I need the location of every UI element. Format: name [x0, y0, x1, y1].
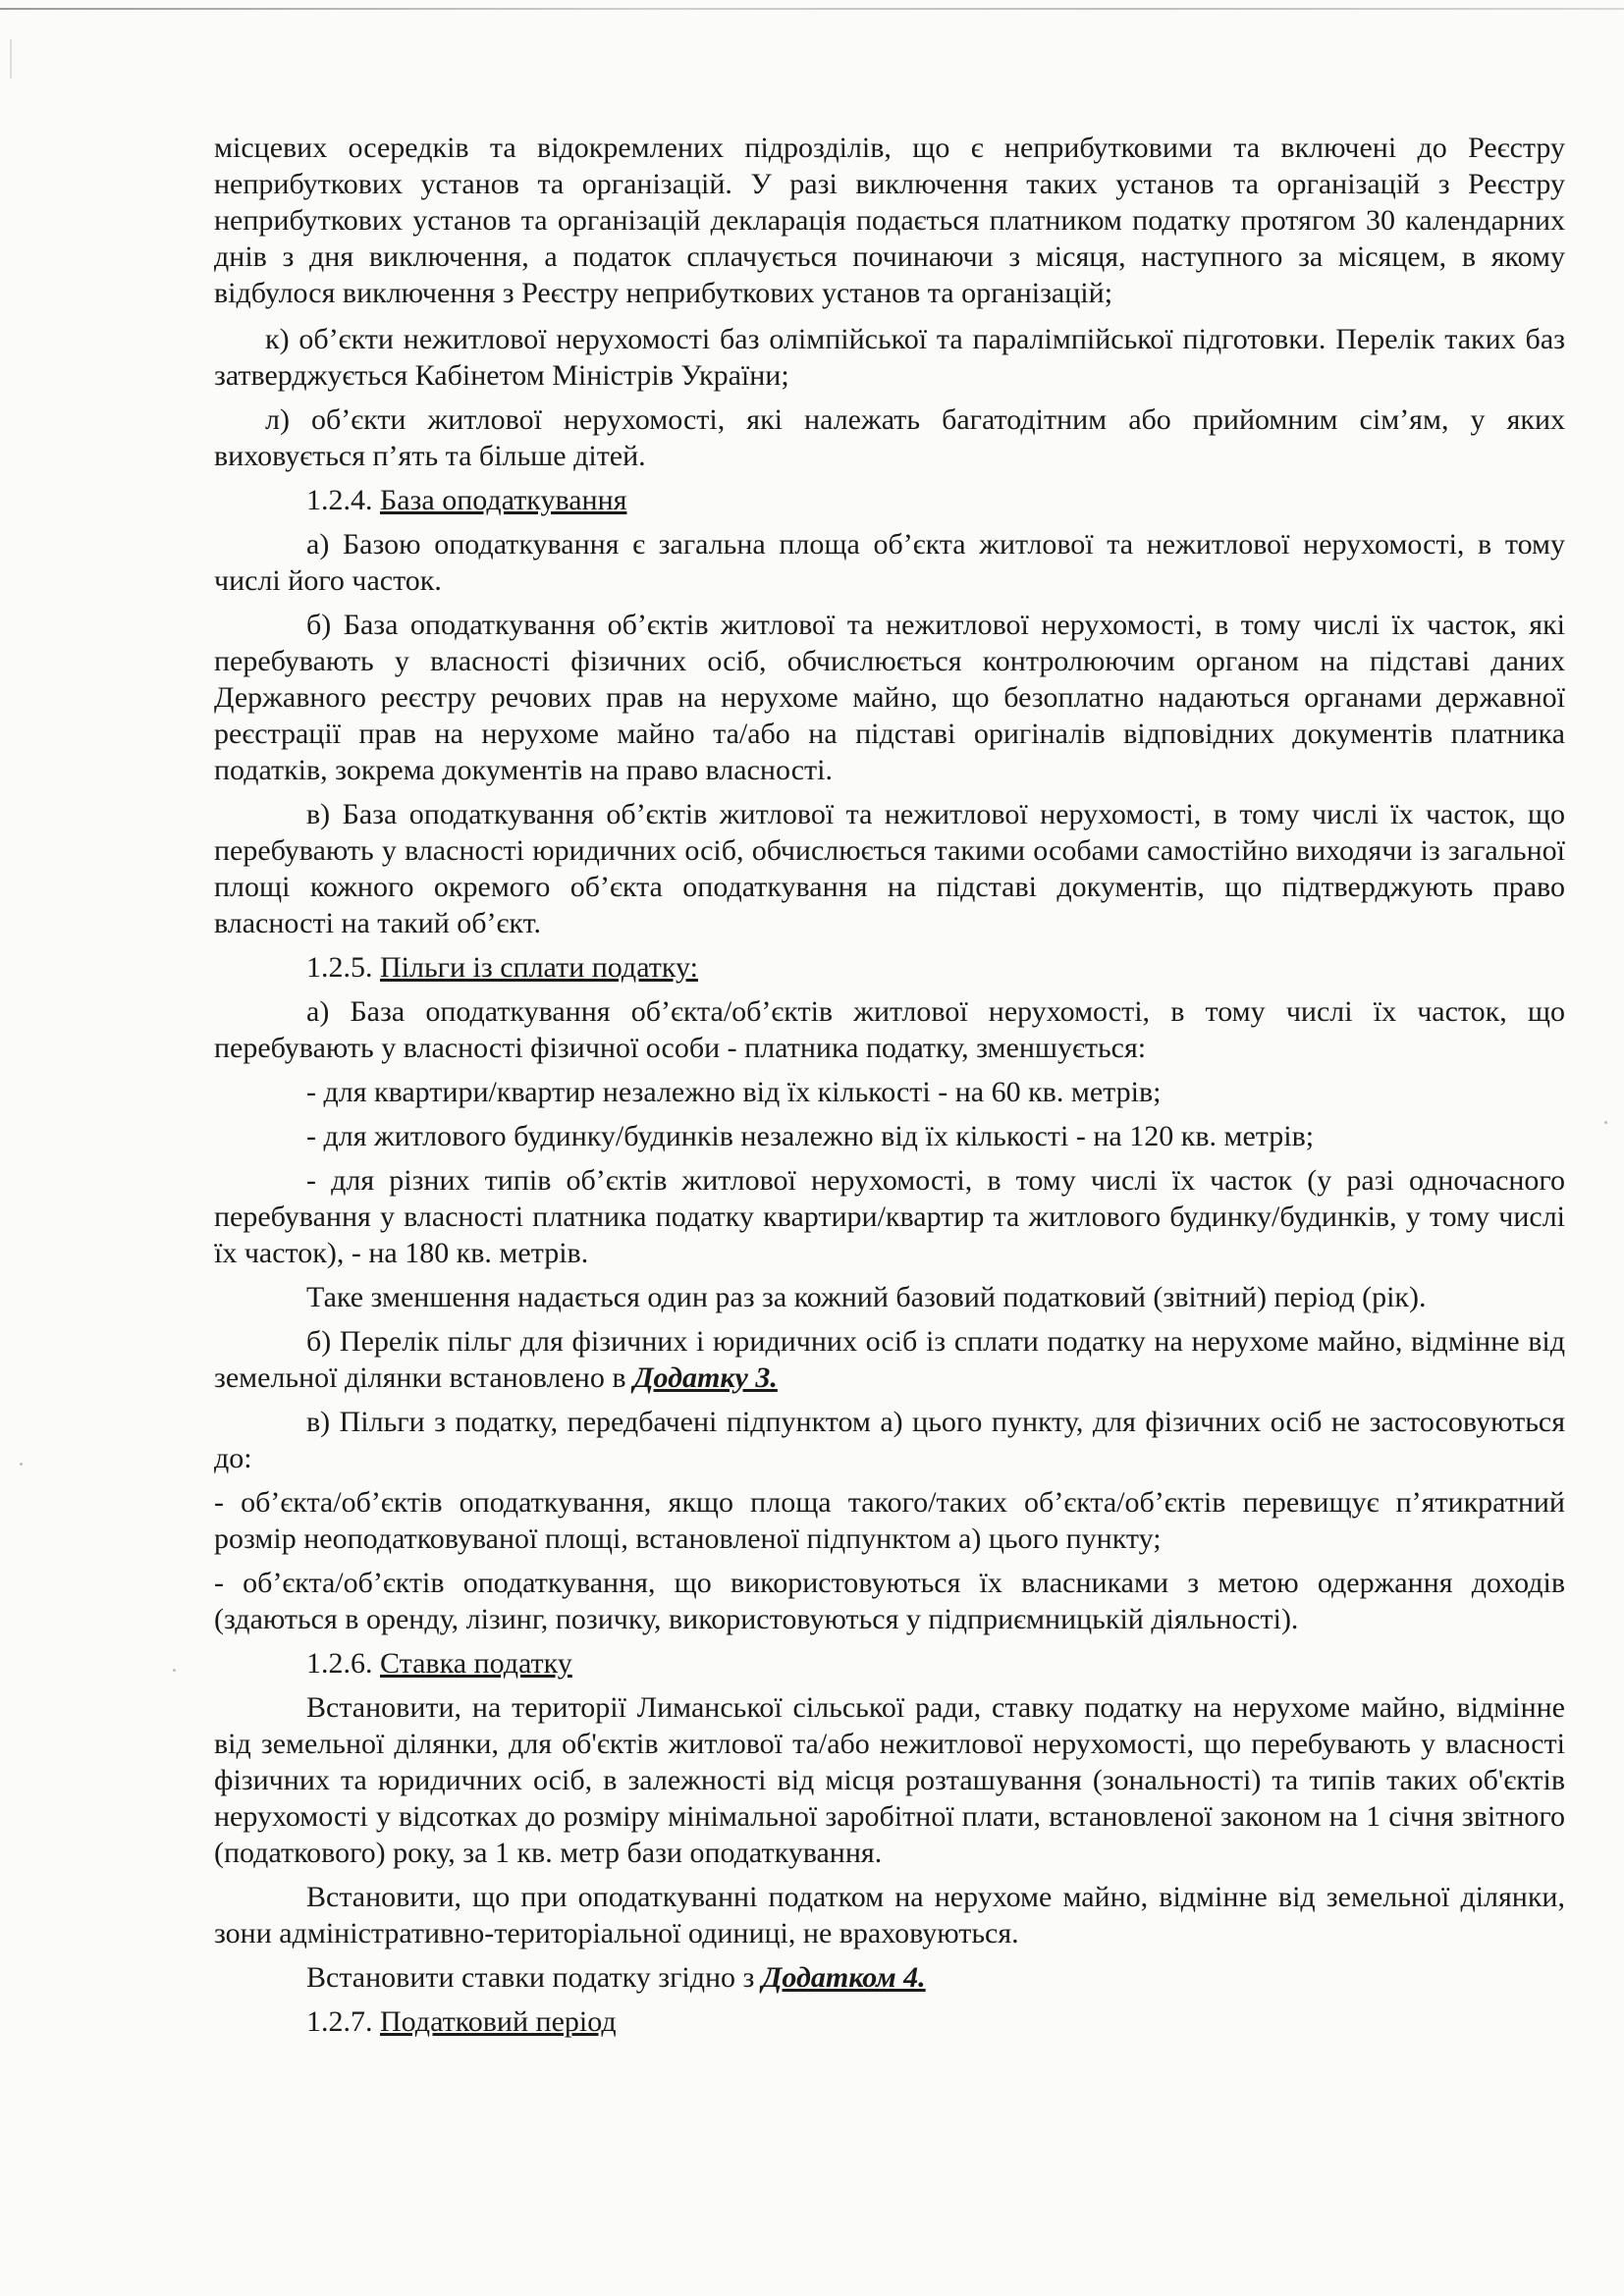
section-heading-1-2-5 [214, 949, 1565, 986]
paragraph-item-l: л) об’єкти житлової нерухомості, які належать багатодітним або прийомним сім’ям, у яких виховується п’ять та більше дітей. [214, 403, 1565, 472]
section-title: База оподаткування [380, 484, 627, 516]
paragraph-base-b: б) База оподаткування об’єктів житлової та нежитлової нерухомості, в тому числі їх часток, які перебувають у власності фізичних осіб, обчислюється контролюючим органом на підставі даних Державного реєстру речових прав на нерухоме майно, що безоплатно надаються органами державної реєстрації прав на нерухоме майно та/або на підставі оригіналів відповідних документів платника податків, зокрема документів на право власності. [214, 609, 1565, 786]
paragraph-benefit-v: в) Пільги з податку, передбачені підпунктом а) цього пункту, для фізичних осіб не застосовуються до: [214, 1406, 1565, 1474]
paragraph-benefit-mixed: - для різних типів об’єктів житлової нерухомості, в тому числі їх часток (у разі одночасного перебування у власності платника податку квартири/квартир та житлового будинку/будинків, у тому числі їх часток), - на 180 кв. метрів. [214, 1164, 1565, 1269]
section-number: 1.2.6. [306, 1647, 373, 1680]
scan-speck [173, 1669, 176, 1672]
scan-speck [20, 1463, 23, 1466]
appendix-3-reference[interactable]: Додатку 3. [633, 1362, 778, 1394]
paragraph-continuation: місцевих осередків та відокремлених підрозділів, що є неприбутковими та включені до Реєстру неприбуткових установ та організацій. У разі виключення таких установ та організацій з Реєстру неприбуткових установ та організацій декларація подається платником податку протягом 30 календарних днів з дня виключення, а податок сплачується починаючи з місяця, наступного за місяцем, в якому відбулося виключення з Реєстру неприбуткових установ та організацій; [214, 132, 1565, 309]
appendix-4-reference[interactable]: Додатком 4. [761, 1961, 926, 1994]
paragraph-exclusion-income: - об’єкта/об’єктів оподаткування, що використовуються їх власниками з метою одержання доходів (здаються в оренду, лізинг, позичку, використовуються у підприємницькій діяльності). [214, 1567, 1565, 1635]
paragraph-text: б) Перелік пільг для фізичних і юридичних осіб із сплати податку на нерухоме майно, відмінне від земельної ділянки встановлено в [214, 1325, 1565, 1394]
section-heading-1-2-7 [214, 2003, 1565, 2040]
paragraph-item-k: к) об’єкти нежитлової нерухомості баз олімпійської та паралімпійської підготовки. Перелік таких баз затверджується Кабінетом Міністрів України; [214, 323, 1565, 392]
paragraph-text: Встановити ставки податку згідно з [306, 1961, 755, 1994]
paragraph-base-v: в) База оподаткування об’єктів житлової та нежитлової нерухомості, в тому числі їх часток, що перебувають у власності юридичних осіб, обчислюється такими особами самостійно виходячи із загальної площі кожного окремого об’єкта оподаткування на підставі документів, що підтверджують право власності на такий об’єкт. [214, 798, 1565, 939]
section-heading-1-2-6 [214, 1645, 1565, 1682]
section-heading-1-2-4 [214, 482, 1565, 518]
paragraph-benefit-once: Таке зменшення надається один раз за кожний базовий податковий (звітний) період (рік). [306, 1281, 1427, 1313]
paragraph-benefit-house: - для житлового будинку/будинків незалежно від їх кількості - на 120 кв. метрів; [306, 1120, 1315, 1152]
scan-speck [1604, 1121, 1607, 1124]
scan-corner-mark [10, 39, 35, 79]
paragraph-rate-establish: Встановити, на території Лиманської сільської ради, ставку податку на нерухоме майно, відмінне від земельної ділянки, для об'єктів житлової та/або нежитлової нерухомості, що перебувають у власності фізичних та юридичних осіб, в залежності від місця розташування (зональності) та типів таких об'єктів нерухомості у відсотках до розміру мінімальної заробітної плати, встановленої законом на 1 січня звітного (податкового) року, за 1 кв. метр бази оподаткування. [214, 1691, 1565, 1869]
paragraph-benefit-a: а) База оподаткування об’єкта/об’єктів житлової нерухомості, в тому числі їх часток, що перебувають у власності фізичної особи - платника податку, зменшується: [214, 995, 1565, 1064]
paragraph-benefit-b [214, 1323, 1565, 1396]
document-body [214, 130, 1565, 2048]
scan-top-edge [0, 8, 1624, 10]
paragraph-base-a: а) Базою оподаткування є загальна площа об’єкта житлової та нежитлової нерухомості, в тому числі його часток. [214, 528, 1565, 597]
section-number: 1.2.4. [306, 484, 373, 516]
section-number: 1.2.7. [306, 2005, 373, 2038]
paragraph-rate-appendix [214, 1959, 1565, 1996]
section-title: Пільги із сплати податку: [380, 951, 698, 984]
paragraph-rate-zones: Встановити, що при оподаткуванні податком на нерухоме майно, відмінне від земельної ділянки, зони адміністративно-територіальної одиниці, не враховуються. [214, 1881, 1565, 1949]
section-number: 1.2.5. [306, 951, 373, 984]
section-title: Податковий період [380, 2005, 617, 2038]
paragraph-exclusion-area: - об’єкта/об’єктів оподаткування, якщо площа такого/таких об’єкта/об’єктів перевищує п’ятикратний розмір неоподатковуваної площі, встановленої підпунктом а) цього пункту; [214, 1486, 1565, 1555]
section-title: Ставка податку [380, 1647, 572, 1680]
paragraph-benefit-apartment: - для квартири/квартир незалежно від їх кількості - на 60 кв. метрів; [306, 1076, 1162, 1108]
